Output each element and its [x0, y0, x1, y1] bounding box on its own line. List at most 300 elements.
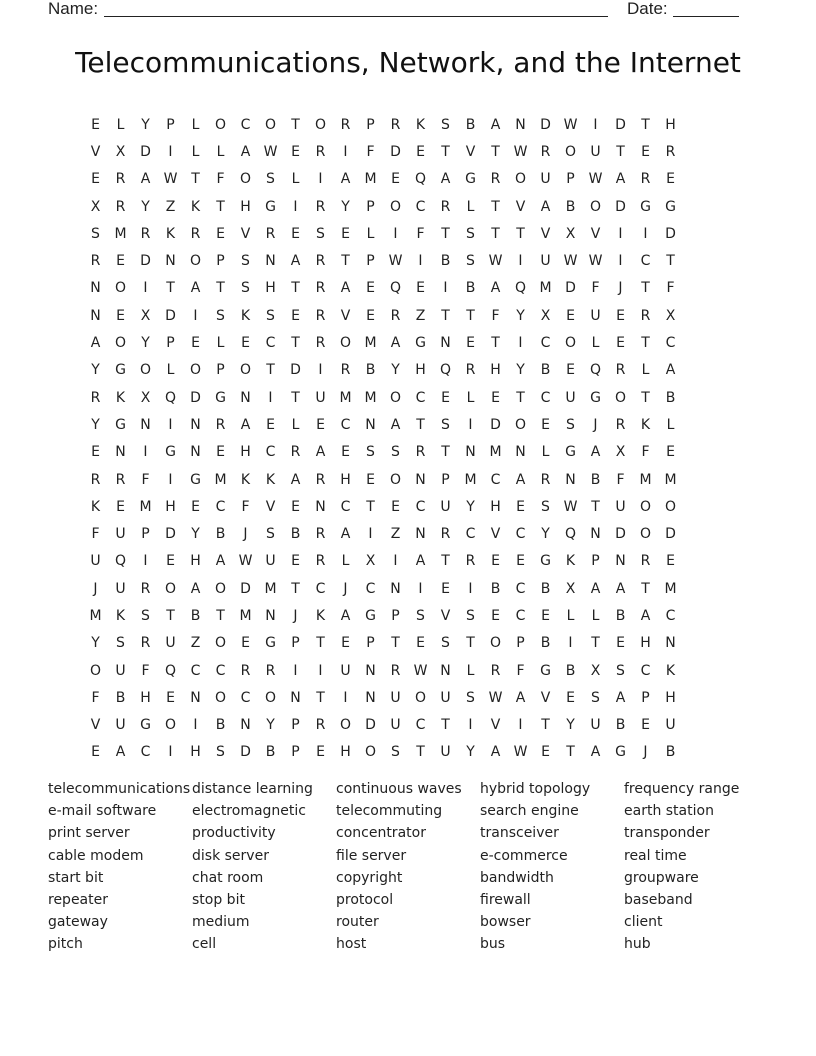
grid-letter: M	[364, 171, 377, 188]
grid-letter: S	[466, 253, 475, 270]
grid-letter: C	[465, 526, 476, 543]
grid-letter: Q	[514, 280, 527, 297]
grid-letter: G	[190, 471, 201, 488]
grid-letter: Q	[114, 553, 127, 570]
grid-letter: E	[291, 143, 300, 160]
word-list-item: cable modem	[48, 847, 144, 864]
grid-letter: O	[389, 471, 402, 488]
word-list-item: transponder	[624, 825, 710, 842]
grid-letter: T	[466, 635, 475, 652]
name-label: Name:	[48, 0, 99, 18]
grid-letter: N	[165, 253, 176, 270]
grid-letter: C	[515, 580, 526, 597]
grid-letter: K	[265, 471, 276, 488]
grid-letter: E	[416, 635, 425, 652]
grid-letter: R	[490, 662, 501, 679]
grid-letter: H	[240, 444, 251, 461]
grid-letter: O	[264, 116, 277, 133]
grid-letter: C	[415, 198, 426, 215]
grid-letter: E	[641, 717, 650, 734]
grid-letter: I	[643, 225, 648, 242]
grid-letter: E	[91, 744, 100, 761]
grid-letter: S	[466, 607, 475, 624]
grid-letter: E	[341, 444, 350, 461]
grid-letter: I	[618, 253, 623, 270]
word-column	[624, 778, 768, 956]
grid-letter: P	[141, 526, 150, 543]
grid-letter: K	[240, 471, 251, 488]
grid-letter: S	[216, 744, 225, 761]
grid-letter: M	[239, 607, 252, 624]
grid-letter: P	[366, 198, 375, 215]
grid-letter: Y	[341, 198, 350, 215]
grid-letter: R	[415, 444, 426, 461]
grid-letter: Q	[439, 362, 452, 379]
grid-letter: I	[418, 253, 423, 270]
grid-letter: P	[566, 171, 575, 188]
grid-letter: O	[589, 198, 602, 215]
grid-letter: U	[590, 143, 601, 160]
grid-letter: U	[315, 389, 326, 406]
grid-letter: C	[215, 498, 226, 515]
grid-letter: N	[390, 580, 401, 597]
grid-letter: K	[190, 198, 201, 215]
grid-letter: R	[540, 143, 551, 160]
grid-letter: R	[90, 253, 101, 270]
grid-letter: M	[214, 471, 227, 488]
grid-letter: G	[140, 717, 151, 734]
grid-letter: A	[615, 580, 626, 597]
grid-letter: E	[491, 389, 500, 406]
grid-letter: R	[215, 416, 226, 433]
grid-letter: J	[93, 580, 98, 597]
grid-letter: X	[90, 198, 101, 215]
grid-letter: V	[90, 143, 101, 160]
grid-letter: E	[191, 335, 200, 352]
grid-letter: T	[316, 635, 325, 652]
grid-letter: N	[290, 689, 301, 706]
grid-letter: E	[91, 171, 100, 188]
grid-letter: S	[266, 171, 275, 188]
grid-row	[83, 247, 733, 274]
grid-letter: O	[264, 689, 277, 706]
grid-letter: S	[91, 225, 100, 242]
grid-letter: R	[240, 662, 251, 679]
grid-letter: S	[541, 498, 550, 515]
grid-letter: S	[441, 635, 450, 652]
grid-letter: X	[665, 307, 676, 324]
word-list-item: host	[336, 936, 367, 953]
grid-letter: H	[665, 689, 676, 706]
grid-letter: Y	[566, 717, 575, 734]
grid-letter: U	[540, 253, 551, 270]
grid-letter: E	[291, 553, 300, 570]
grid-letter: A	[590, 580, 601, 597]
grid-letter: F	[141, 662, 150, 679]
grid-letter: R	[340, 362, 351, 379]
grid-letter: E	[666, 444, 675, 461]
grid-row	[83, 193, 733, 220]
grid-letter: O	[514, 416, 527, 433]
grid-letter: X	[140, 389, 151, 406]
grid-letter: E	[216, 225, 225, 242]
grid-letter: N	[365, 689, 376, 706]
grid-letter: E	[91, 116, 100, 133]
grid-letter: E	[116, 498, 125, 515]
grid-letter: A	[140, 171, 151, 188]
name-blank-line	[104, 16, 608, 17]
grid-letter: G	[115, 416, 126, 433]
grid-letter: A	[490, 116, 501, 133]
grid-letter: T	[441, 143, 450, 160]
grid-letter: G	[540, 662, 551, 679]
grid-letter: B	[215, 717, 226, 734]
grid-letter: M	[539, 280, 552, 297]
grid-letter: E	[566, 689, 575, 706]
grid-letter: B	[540, 635, 551, 652]
grid-letter: A	[515, 471, 526, 488]
grid-letter: X	[590, 662, 601, 679]
grid-letter: A	[190, 580, 201, 597]
grid-letter: C	[415, 389, 426, 406]
grid-letter: W	[388, 253, 403, 270]
grid-letter: K	[165, 225, 176, 242]
grid-letter: I	[468, 717, 473, 734]
grid-letter: N	[190, 689, 201, 706]
grid-letter: T	[191, 171, 200, 188]
grid-letter: S	[616, 662, 625, 679]
grid-letter: O	[639, 526, 652, 543]
grid-letter: P	[366, 116, 375, 133]
word-list-item: e-commerce	[480, 847, 568, 864]
grid-letter: F	[91, 526, 100, 543]
grid-letter: L	[466, 198, 475, 215]
grid-letter: V	[340, 307, 351, 324]
grid-letter: P	[591, 553, 600, 570]
word-list-item: baseband	[624, 891, 693, 908]
grid-letter: B	[615, 607, 626, 624]
word-list-item: client	[624, 914, 663, 931]
grid-letter: D	[540, 116, 551, 133]
grid-letter: R	[390, 662, 401, 679]
grid-letter: E	[316, 416, 325, 433]
grid-letter: I	[318, 362, 323, 379]
grid-letter: I	[193, 307, 198, 324]
grid-letter: E	[616, 335, 625, 352]
grid-letter: D	[390, 143, 401, 160]
grid-letter: R	[140, 580, 151, 597]
grid-letter: A	[490, 280, 501, 297]
grid-letter: R	[115, 471, 126, 488]
grid-letter: T	[341, 253, 350, 270]
grid-letter: B	[565, 662, 576, 679]
grid-letter: D	[165, 307, 176, 324]
grid-letter: G	[165, 444, 176, 461]
grid-letter: N	[365, 662, 376, 679]
grid-letter: Z	[390, 526, 401, 543]
grid-letter: E	[291, 498, 300, 515]
grid-letter: I	[468, 580, 473, 597]
grid-letter: A	[515, 689, 526, 706]
grid-letter: T	[441, 225, 450, 242]
word-list-item: print server	[48, 825, 130, 842]
grid-letter: O	[239, 171, 252, 188]
grid-letter: E	[541, 744, 550, 761]
grid-letter: D	[140, 253, 151, 270]
grid-letter: T	[441, 717, 450, 734]
grid-letter: U	[115, 662, 126, 679]
grid-letter: W	[263, 143, 278, 160]
grid-letter: Y	[191, 526, 200, 543]
grid-row	[83, 602, 733, 629]
grid-letter: F	[641, 444, 650, 461]
word-list-item: hybrid topology	[480, 781, 591, 797]
grid-letter: B	[665, 744, 676, 761]
word-list-item: bus	[480, 936, 506, 953]
grid-letter: A	[415, 553, 426, 570]
grid-letter: I	[518, 717, 523, 734]
word-list-item: start bit	[48, 869, 104, 886]
grid-letter: I	[518, 253, 523, 270]
grid-letter: S	[441, 416, 450, 433]
word-column	[336, 778, 480, 956]
grid-letter: N	[190, 444, 201, 461]
grid-letter: M	[114, 225, 127, 242]
grid-letter: D	[490, 416, 501, 433]
grid-letter: A	[90, 335, 101, 352]
grid-letter: S	[466, 225, 475, 242]
grid-letter: N	[590, 526, 601, 543]
grid-letter: X	[565, 580, 576, 597]
grid-letter: D	[615, 198, 626, 215]
grid-letter: E	[416, 280, 425, 297]
grid-letter: R	[315, 280, 326, 297]
grid-letter: C	[540, 335, 551, 352]
grid-letter: U	[615, 498, 626, 515]
grid-letter: I	[143, 553, 148, 570]
grid-letter: U	[565, 389, 576, 406]
grid-letter: E	[91, 444, 100, 461]
grid-letter: I	[418, 580, 423, 597]
grid-letter: Y	[466, 498, 475, 515]
grid-letter: G	[540, 553, 551, 570]
grid-letter: T	[641, 335, 650, 352]
grid-letter: H	[140, 689, 151, 706]
grid-letter: B	[465, 280, 476, 297]
word-column	[192, 778, 336, 956]
grid-row	[83, 111, 733, 138]
grid-letter: F	[516, 662, 525, 679]
grid-letter: R	[465, 553, 476, 570]
grid-letter: E	[341, 635, 350, 652]
grid-letter: R	[640, 553, 651, 570]
grid-letter: G	[615, 744, 626, 761]
grid-letter: W	[163, 171, 178, 188]
grid-letter: E	[241, 635, 250, 652]
grid-letter: E	[116, 307, 125, 324]
grid-letter: E	[566, 307, 575, 324]
grid-letter: N	[415, 526, 426, 543]
grid-letter: O	[214, 635, 227, 652]
word-list-item: stop bit	[192, 891, 245, 908]
grid-letter: W	[488, 253, 503, 270]
grid-letter: T	[166, 280, 175, 297]
grid-letter: G	[465, 171, 476, 188]
grid-letter: Y	[516, 362, 525, 379]
grid-letter: T	[166, 607, 175, 624]
grid-letter: T	[416, 416, 425, 433]
grid-letter: A	[590, 444, 601, 461]
grid-letter: R	[340, 116, 351, 133]
grid-letter: Q	[589, 362, 602, 379]
grid-letter: P	[166, 116, 175, 133]
word-list-item: productivity	[192, 825, 276, 842]
grid-letter: U	[665, 717, 676, 734]
grid-letter: A	[340, 280, 351, 297]
grid-row	[83, 439, 733, 466]
grid-letter: D	[290, 362, 301, 379]
grid-letter: A	[540, 198, 551, 215]
grid-row	[83, 329, 733, 356]
grid-letter: A	[340, 171, 351, 188]
grid-letter: A	[640, 607, 651, 624]
grid-letter: C	[140, 744, 151, 761]
grid-letter: I	[143, 280, 148, 297]
grid-letter: O	[139, 362, 152, 379]
grid-letter: R	[315, 143, 326, 160]
grid-letter: X	[365, 553, 376, 570]
word-list-item: medium	[192, 914, 250, 931]
grid-letter: P	[516, 635, 525, 652]
grid-letter: P	[216, 253, 225, 270]
word-list-item: transceiver	[480, 825, 559, 842]
grid-letter: P	[641, 689, 650, 706]
grid-row	[83, 493, 733, 520]
grid-letter: E	[466, 335, 475, 352]
grid-letter: D	[190, 389, 201, 406]
grid-letter: A	[490, 744, 501, 761]
word-list	[48, 778, 768, 956]
grid-letter: I	[443, 280, 448, 297]
grid-letter: D	[165, 526, 176, 543]
grid-letter: P	[441, 471, 450, 488]
grid-letter: F	[666, 280, 675, 297]
grid-letter: T	[566, 744, 575, 761]
grid-letter: L	[591, 607, 600, 624]
grid-letter: D	[140, 143, 151, 160]
grid-letter: V	[90, 717, 101, 734]
word-list-item: distance learning	[192, 781, 313, 797]
grid-letter: G	[115, 362, 126, 379]
word-list-item: bowser	[480, 914, 531, 931]
word-list-item: file server	[336, 847, 407, 864]
grid-letter: C	[365, 580, 376, 597]
grid-letter: O	[564, 335, 577, 352]
grid-letter: U	[115, 717, 126, 734]
grid-letter: E	[616, 307, 625, 324]
grid-letter: S	[391, 744, 400, 761]
header-line	[48, 0, 748, 20]
grid-letter: T	[491, 335, 500, 352]
grid-letter: G	[665, 198, 676, 215]
grid-letter: L	[666, 416, 675, 433]
grid-letter: N	[315, 498, 326, 515]
grid-letter: G	[415, 335, 426, 352]
grid-letter: C	[265, 335, 276, 352]
grid-letter: P	[366, 635, 375, 652]
grid-letter: M	[464, 471, 477, 488]
grid-letter: R	[665, 143, 676, 160]
grid-letter: F	[91, 689, 100, 706]
grid-letter: A	[290, 471, 301, 488]
grid-letter: J	[243, 526, 248, 543]
grid-letter: T	[641, 389, 650, 406]
grid-letter: U	[390, 717, 401, 734]
grid-letter: D	[240, 580, 251, 597]
grid-letter: C	[665, 335, 676, 352]
word-list-item: pitch	[48, 936, 83, 953]
grid-letter: K	[115, 389, 126, 406]
grid-letter: E	[366, 280, 375, 297]
grid-letter: O	[114, 335, 127, 352]
grid-letter: N	[415, 471, 426, 488]
grid-row	[83, 575, 733, 602]
grid-letter: R	[315, 471, 326, 488]
grid-letter: E	[416, 143, 425, 160]
grid-letter: C	[640, 662, 651, 679]
word-list-item: telecommuting	[336, 803, 443, 820]
grid-letter: E	[641, 143, 650, 160]
grid-letter: C	[340, 498, 351, 515]
grid-letter: I	[143, 444, 148, 461]
grid-letter: T	[441, 307, 450, 324]
grid-letter: R	[190, 225, 201, 242]
grid-row	[83, 548, 733, 575]
grid-letter: Q	[414, 171, 427, 188]
grid-letter: Y	[391, 362, 400, 379]
word-list-item: frequency range	[624, 781, 740, 797]
grid-letter: I	[368, 526, 373, 543]
grid-letter: E	[166, 689, 175, 706]
grid-letter: F	[416, 225, 425, 242]
grid-letter: R	[440, 198, 451, 215]
grid-letter: C	[240, 116, 251, 133]
grid-letter: E	[491, 607, 500, 624]
grid-letter: T	[291, 580, 300, 597]
grid-letter: H	[240, 198, 251, 215]
grid-letter: L	[216, 143, 225, 160]
grid-letter: S	[141, 607, 150, 624]
grid-letter: R	[465, 362, 476, 379]
grid-letter: R	[265, 662, 276, 679]
grid-letter: F	[591, 280, 600, 297]
grid-letter: J	[593, 416, 598, 433]
grid-letter: L	[466, 389, 475, 406]
grid-row	[83, 220, 733, 247]
grid-letter: F	[491, 307, 500, 324]
grid-letter: X	[140, 307, 151, 324]
grid-letter: O	[214, 689, 227, 706]
grid-letter: E	[216, 444, 225, 461]
grid-letter: L	[116, 116, 125, 133]
grid-letter: O	[164, 580, 177, 597]
grid-letter: R	[115, 171, 126, 188]
grid-letter: H	[165, 498, 176, 515]
grid-letter: R	[315, 553, 326, 570]
word-list-item: concentrator	[336, 825, 426, 842]
grid-letter: X	[115, 143, 126, 160]
grid-letter: T	[316, 689, 325, 706]
